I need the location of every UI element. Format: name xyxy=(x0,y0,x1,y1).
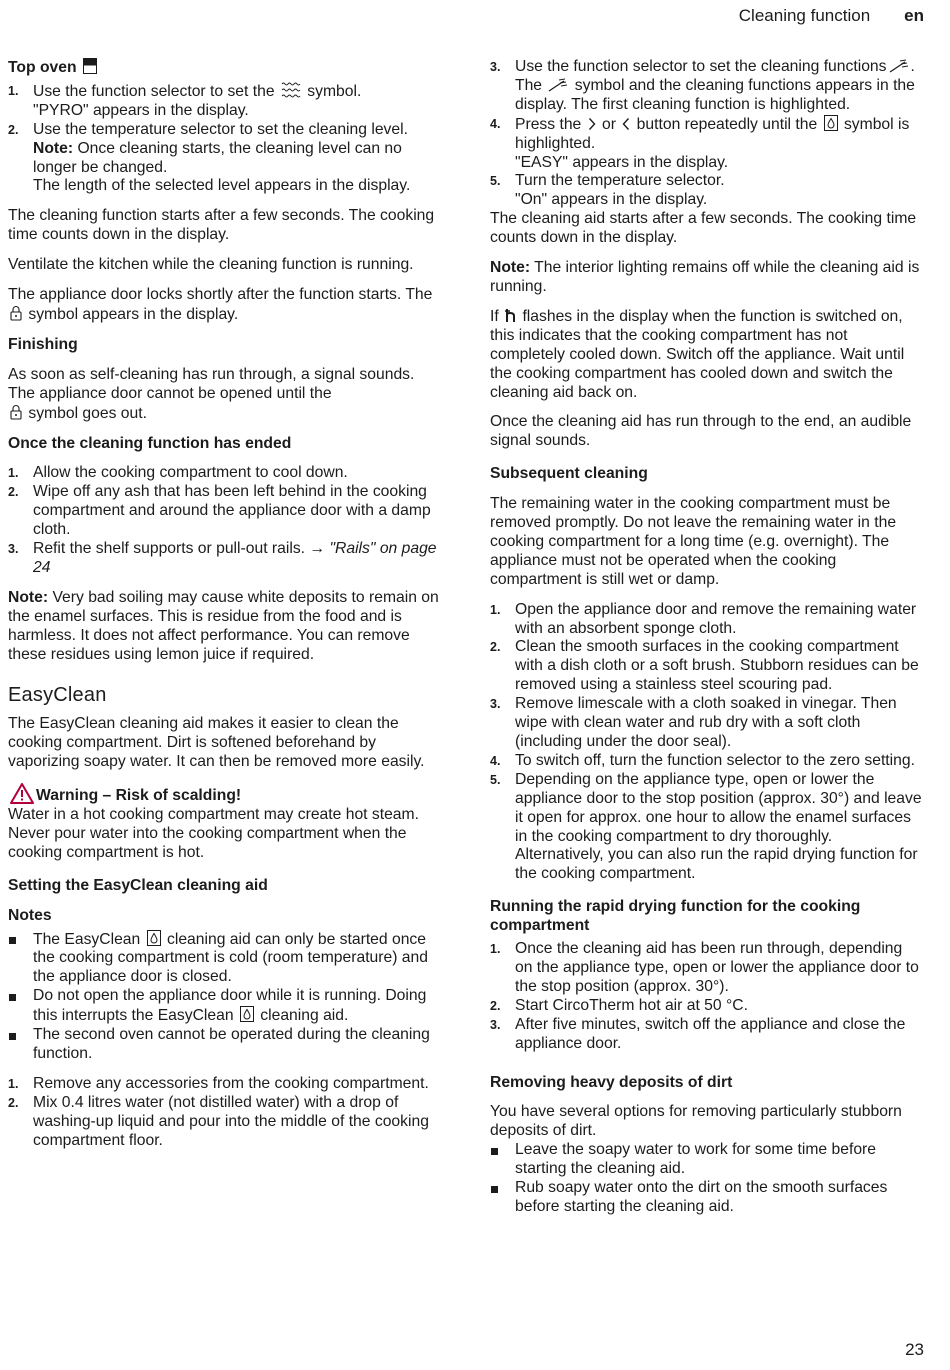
step-number: 2. xyxy=(490,640,501,655)
step-text: Refit the shelf supports or pull-out rails. xyxy=(33,540,306,558)
step-number: 1. xyxy=(8,83,19,98)
list-item xyxy=(8,1026,440,1064)
text-fragment: symbol appears in the display. xyxy=(28,305,239,323)
list-item xyxy=(490,115,922,173)
warning-triangle-icon xyxy=(10,783,34,804)
text-fragment: The appliance door locks shortly after the function starts. The xyxy=(8,286,433,304)
paragraph-door-locks xyxy=(8,286,440,325)
step-subtext xyxy=(515,77,922,115)
step-number: 1. xyxy=(8,1076,19,1091)
step-number: 2. xyxy=(8,1095,19,1110)
text-fragment: or xyxy=(602,115,616,133)
text-fragment: If xyxy=(490,307,499,325)
paragraph-finishing xyxy=(8,366,440,424)
text-fragment: flashes in the display when the function is switched on, this indicates that the cooking compartment has not completely cooled down. Switch off the appliance. Wait until the cooking compartment has cooled down and switch the cleaning aid back on. xyxy=(490,307,905,401)
subsequent-steps xyxy=(490,601,922,885)
cross-reference-arrow: → xyxy=(309,540,326,558)
step-number: 4. xyxy=(490,753,501,768)
cross-reference-link[interactable]: "Rails" on page 24 xyxy=(33,540,437,576)
step-number: 1. xyxy=(490,602,501,617)
step-number: 3. xyxy=(490,1017,501,1032)
step-number: 3. xyxy=(490,60,501,74)
step-subtext: The length of the selected level appears in the display. xyxy=(33,177,411,195)
easyclean-steps xyxy=(490,58,922,210)
note-fragment: The EasyClean xyxy=(33,930,141,948)
step-text: symbol. xyxy=(307,82,362,100)
heavy-deposits-heading: Removing heavy deposits of dirt xyxy=(490,1073,733,1091)
list-item xyxy=(490,601,922,639)
step-subtext: "On" appears in the display. xyxy=(515,191,708,209)
list-item xyxy=(8,483,440,540)
step-text: . xyxy=(910,58,915,75)
step-text: Turn the temperature selector. xyxy=(515,172,725,190)
cleaning-brush-icon xyxy=(889,59,909,73)
easyclean-heading: EasyClean xyxy=(8,684,107,707)
step-text: Remove any accessories from the cooking compartment. xyxy=(33,1074,429,1092)
step-text: Once the cleaning aid has been run through, depending on the appliance type, open or lower the appliance door to the stop position (approx. 30°). xyxy=(515,940,919,995)
step-number: 5. xyxy=(490,174,501,189)
pyro-icon xyxy=(281,82,301,98)
right-column xyxy=(490,58,922,1228)
paragraph-hot-indicator xyxy=(490,308,922,403)
note-label: Note: xyxy=(490,259,531,277)
note-fragment: cleaning aid can only be started once the cooking compartment is cold (room temperature) and the appliance door is closed. xyxy=(33,930,428,986)
paragraph-easyclean: The EasyClean cleaning aid makes it easier to clean the cooking compartment. Dirt is softened beforehand by vaporizing soapy water. It can then be removed more easily. xyxy=(8,715,425,771)
warning-heading xyxy=(8,783,440,806)
step-subtext: "EASY" appears in the display. xyxy=(515,153,729,171)
note-label: Note: xyxy=(8,588,49,606)
step-note xyxy=(33,140,440,178)
list-item xyxy=(8,540,440,578)
bullet-icon xyxy=(9,937,16,944)
step-text: Depending on the appliance type, open or lower the appliance door to the stop position (approx. 30°) and leave it open for approx. one hour to allow the enamel surfaces in the cooking compartment to dry thoroughly. Alternatively, you can also run the rapid drying function for the cooking compartment. xyxy=(515,770,922,883)
list-item xyxy=(8,121,440,197)
setting-steps xyxy=(8,1075,440,1151)
list-item xyxy=(490,771,922,884)
paragraph-once-run: Once the cleaning aid has run through to the end, an audible signal sounds. xyxy=(490,413,912,450)
text-fragment: symbol is highlighted. xyxy=(515,115,910,152)
warning-title: Warning – Risk of scalding! xyxy=(36,787,242,805)
lock-icon xyxy=(10,305,22,321)
paragraph-ventilate: Ventilate the kitchen while the cleaning function is running. xyxy=(8,256,414,274)
text-fragment: The xyxy=(515,76,543,94)
paragraph-heavy: You have several options for removing particularly stubborn deposits of dirt. xyxy=(490,1103,902,1140)
step-number: 3. xyxy=(8,542,19,557)
text-fragment: Press the xyxy=(515,115,582,133)
setting-heading: Setting the EasyClean cleaning aid xyxy=(8,876,268,894)
step-text: Use the function selector to set the cleaning functions xyxy=(515,58,887,75)
easyclean-icon xyxy=(147,930,161,946)
lock-icon xyxy=(10,404,22,420)
notes-list xyxy=(8,930,440,1064)
step-number: 1. xyxy=(490,942,501,957)
list-item xyxy=(490,997,922,1016)
rapid-drying-heading: Running the rapid drying function for the cooking compartment xyxy=(490,898,861,935)
top-oven-icon xyxy=(83,58,97,74)
paragraph-aid-starts: The cleaning aid starts after a few seconds. The cooking time counts down in the display. xyxy=(490,210,917,247)
note-text: The interior lighting remains off while the cleaning aid is running. xyxy=(490,259,920,295)
step-number: 2. xyxy=(490,998,501,1013)
list-item xyxy=(490,58,922,115)
list-item xyxy=(8,1075,440,1094)
residual-heat-icon xyxy=(505,308,516,323)
bullet-icon xyxy=(491,1148,498,1155)
subsequent-heading: Subsequent cleaning xyxy=(490,465,648,483)
note-fragment: The second oven cannot be operated during the cleaning function. xyxy=(33,1026,430,1062)
header-section-title: Cleaning function xyxy=(738,6,871,25)
paragraph-starts: The cleaning function starts after a few seconds. The cooking time counts down in the display. xyxy=(8,207,435,244)
step-number: 2. xyxy=(8,485,19,500)
bullet-icon xyxy=(491,1186,498,1193)
finishing-heading: Finishing xyxy=(8,335,78,353)
step-text: Clean the smooth surfaces in the cooking compartment with a dish cloth or a soft brush. Stubborn residues can be removed using a stainless steel scouring pad. xyxy=(515,638,919,694)
text-fragment: symbol goes out. xyxy=(28,404,147,422)
note-label: Note: xyxy=(33,139,74,157)
step-text: Remove limescale with a cloth soaked in vinegar. Then wipe with clean water and rub dry with a soft cloth (including under the door seal). xyxy=(515,695,897,750)
note-paragraph xyxy=(490,259,922,297)
note-text: Very bad soiling may cause white deposits to remain on the enamel surfaces. This is residue from the food and is harmless. It does not affect performance. You can remove these residues using lemon juice if required. xyxy=(8,588,439,663)
list-item xyxy=(8,1094,440,1151)
step-text: Open the appliance door and remove the remaining water with an absorbent sponge cloth. xyxy=(515,600,917,637)
page-number: 23 xyxy=(905,1340,924,1359)
list-item xyxy=(490,638,922,695)
step-number: 1. xyxy=(8,466,19,481)
list-item xyxy=(490,940,922,997)
list-item xyxy=(490,1016,922,1054)
step-number: 3. xyxy=(490,697,501,712)
chevron-right-icon xyxy=(588,117,596,131)
easyclean-icon xyxy=(240,1006,254,1022)
top-oven-heading xyxy=(8,58,440,78)
list-item xyxy=(8,930,440,988)
rapid-drying-steps xyxy=(490,940,922,1053)
note-fragment: Do not open the appliance door while it is running. Doing this interrupts the EasyClean xyxy=(33,987,427,1025)
step-text: After five minutes, switch off the appliance and close the appliance door. xyxy=(515,1015,906,1052)
step-text: Mix 0.4 litres water (not distilled water) with a drop of washing-up liquid and pour into the middle of the cooking compartment floor. xyxy=(33,1093,429,1149)
bullet-text: Rub soapy water onto the dirt on the smooth surfaces before starting the cleaning aid. xyxy=(515,1179,888,1215)
note-paragraph xyxy=(8,589,440,665)
left-column xyxy=(8,58,440,1162)
pyro-steps xyxy=(8,82,440,196)
list-item xyxy=(490,172,922,210)
step-text: Wipe off any ash that has been left behind in the cooking compartment and around the appliance door with a damp cloth. xyxy=(33,483,431,539)
header-language: en xyxy=(904,6,924,25)
note-fragment: cleaning aid. xyxy=(260,1007,349,1025)
step-text: Use the function selector to set the xyxy=(33,82,275,100)
step-text: Start CircoTherm hot air at 50 °C. xyxy=(515,996,748,1014)
list-item xyxy=(8,82,440,121)
ended-heading: Once the cleaning function has ended xyxy=(8,434,292,452)
top-oven-title: Top oven xyxy=(8,59,77,76)
list-item xyxy=(8,464,440,483)
step-number: 4. xyxy=(490,116,501,131)
list-item xyxy=(490,752,922,771)
cleaning-brush-icon xyxy=(548,78,568,92)
chevron-left-icon xyxy=(622,117,630,131)
heavy-deposits-list xyxy=(490,1141,922,1217)
paragraph-subsequent: The remaining water in the cooking compartment must be removed promptly. Do not leave the remaining water in the cooking compartment for a long time (e.g. overnight). The appliance must not be operated when the cooking compartment is still wet or damp. xyxy=(490,495,897,588)
bullet-icon xyxy=(9,1033,16,1040)
step-number: 5. xyxy=(490,772,501,787)
list-item xyxy=(490,1141,922,1179)
step-text: Allow the cooking compartment to cool down. xyxy=(33,464,348,482)
page-header xyxy=(739,6,924,26)
notes-heading: Notes xyxy=(8,906,52,924)
warning-text: Water in a hot cooking compartment may create hot steam. Never pour water into the cooking compartment when the cooking compartment is hot. xyxy=(8,806,419,861)
text-fragment: As soon as self-cleaning has run through, a signal sounds. The appliance door cannot be opened until the xyxy=(8,365,415,402)
text-fragment: button repeatedly until the xyxy=(636,115,818,133)
list-item xyxy=(490,1179,922,1217)
bullet-text: Leave the soapy water to work for some time before starting the cleaning aid. xyxy=(515,1141,876,1178)
easyclean-icon xyxy=(824,115,838,131)
text-fragment: symbol and the cleaning functions appears in the display. The first cleaning function is highlighted. xyxy=(515,76,915,113)
note-text: Once cleaning starts, the cleaning level can no longer be changed. xyxy=(33,139,402,176)
bullet-icon xyxy=(9,994,16,1001)
step-number: 2. xyxy=(8,122,19,137)
step-subtext: "PYRO" appears in the display. xyxy=(33,101,249,119)
list-item xyxy=(8,987,440,1026)
step-text: To switch off, turn the function selector to the zero setting. xyxy=(515,751,915,769)
list-item xyxy=(490,695,922,752)
step-text: Use the temperature selector to set the cleaning level. xyxy=(33,120,408,138)
ended-steps xyxy=(8,464,440,577)
